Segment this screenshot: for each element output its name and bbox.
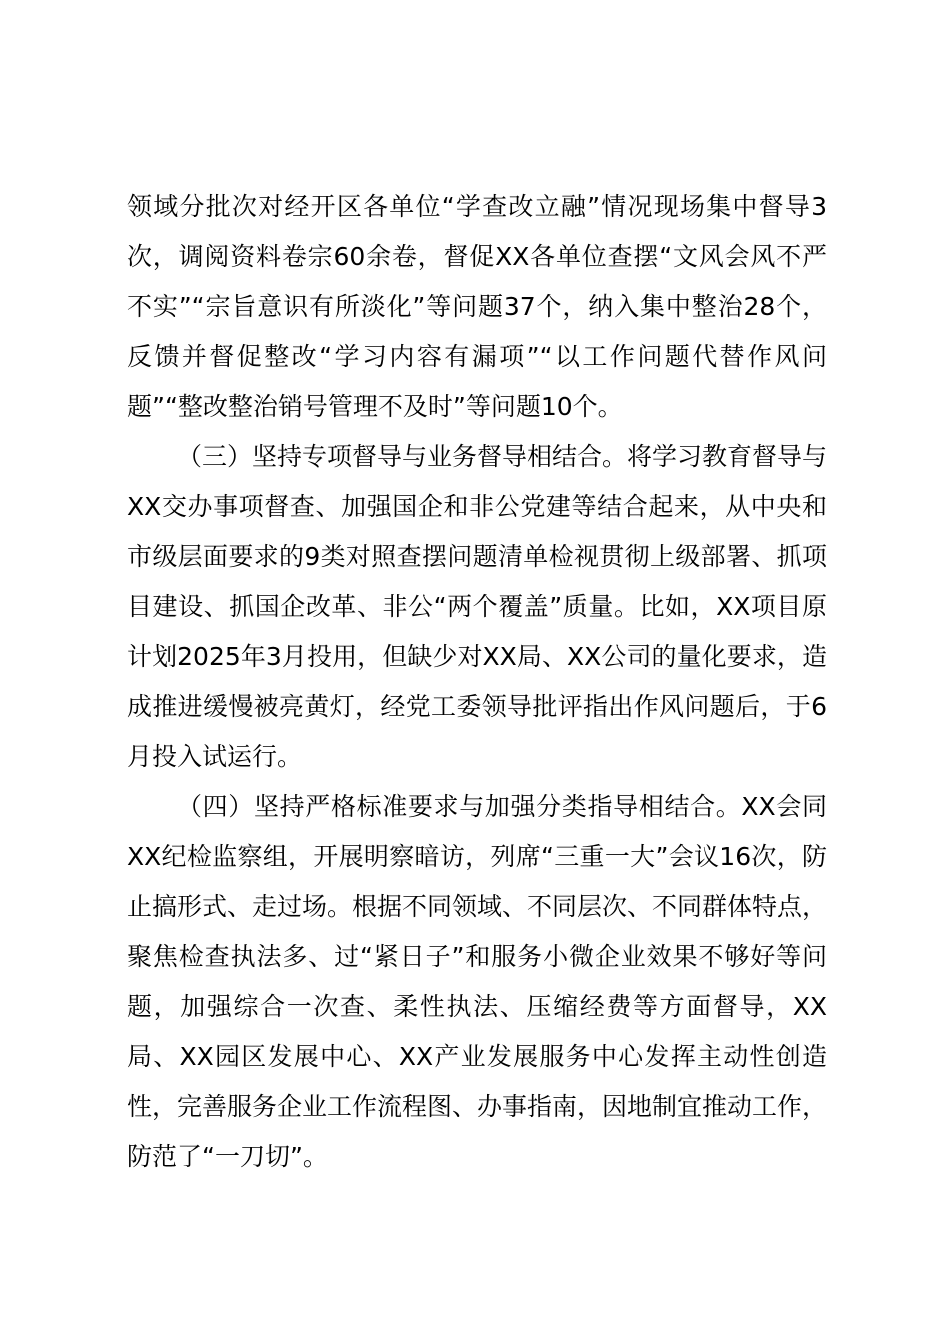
paragraph-section-four: （四）坚持严格标准要求与加强分类指导相结合。XX会同XX纪检监察组，开展明察暗访，列席“三重一大”会议16次，防止搞形式、走过场。根据不同领域、不同层次、不同群体特点，聚焦检查执法多、过“紧日子”和服务小微企业效果不够好等问题，加强综合一次查、柔性执法、压缩经费等方面督导，XX局、XX园区发展中心、XX产业发展服务中心发挥主动性创造性，完善服务企业工作流程图、办事指南，因地制宜推动工作，防范了“一刀切”。 (127, 792, 828, 1171)
paragraph-continuation: 领域分批次对经开区各单位“学查改立融”情况现场集中督导3次，调阅资料卷宗60余卷，督促XX各单位查摆“文风会风不严不实”“宗旨意识有所淡化”等问题37个，纳入集中整治28个，反馈并督促整改“学习内容有漏项”“以工作问题代替作风问题”“整改整治销号管理不及时”等问题10个。 (127, 192, 827, 421)
document-body (127, 182, 827, 1182)
paragraph-section-three: （三）坚持专项督导与业务督导相结合。将学习教育督导与XX交办事项督查、加强国企和非公党建等结合起来，从中央和市级层面要求的9类对照查摆问题清单检视贯彻上级部署、抓项目建设、抓国企改革、非公“两个覆盖”质量。比如，XX项目原计划2025年3月投用，但缺少对XX局、XX公司的量化要求，造成推进缓慢被亮黄灯，经党工委领导批评指出作风问题后，于6月投入试运行。 (127, 442, 828, 771)
